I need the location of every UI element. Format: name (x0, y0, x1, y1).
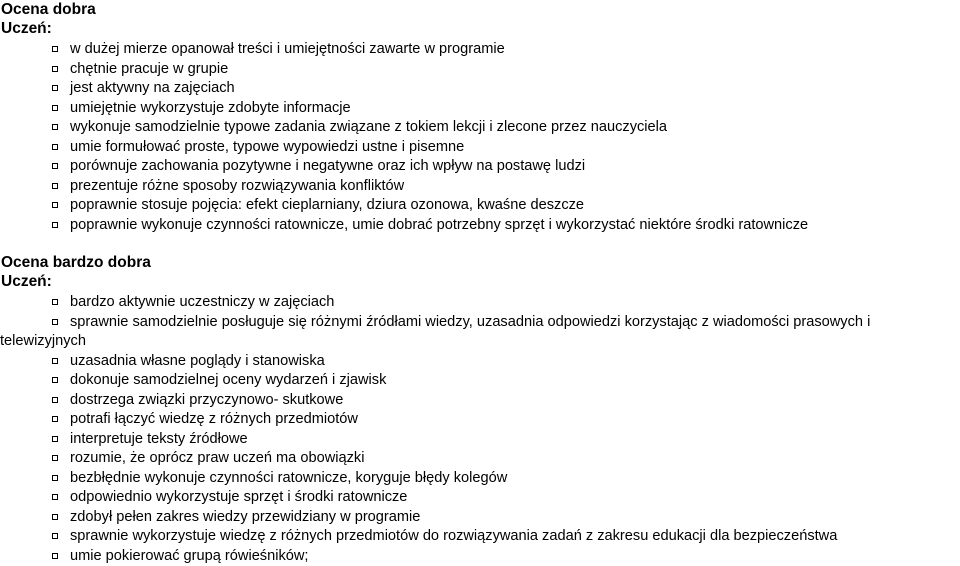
list-item (0, 196, 960, 216)
list-item (0, 371, 960, 391)
list-item-text: dostrzega związki przyczynowo- skutkowe (70, 392, 343, 408)
checkbox-bullet-icon (52, 319, 58, 325)
list-item (0, 138, 960, 158)
list-item-text: jest aktywny na zajęciach (70, 80, 235, 96)
list-item (0, 157, 960, 177)
list-item-text: w dużej mierze opanował treści i umiejętności zawarte w programie (70, 41, 505, 57)
list-item (0, 508, 960, 528)
list-item-text: chętnie pracuje w grupie (70, 61, 228, 77)
checkbox-bullet-icon (52, 475, 58, 481)
checkbox-bullet-icon (52, 416, 58, 422)
list-item (0, 469, 960, 489)
list-item-text: zdobył pełen zakres wiedzy przewidziany w programie (70, 509, 420, 525)
list-item (0, 527, 960, 547)
list-item (0, 352, 960, 372)
criteria-list (0, 40, 960, 235)
list-item-text: interpretuje teksty źródłowe (70, 431, 248, 447)
checkbox-bullet-icon (52, 397, 58, 403)
list-item (0, 430, 960, 450)
checkbox-bullet-icon (52, 85, 58, 91)
checkbox-bullet-icon (52, 222, 58, 228)
list-item-text: prezentuje różne sposoby rozwiązywania konfliktów (70, 178, 404, 194)
checkbox-bullet-icon (52, 163, 58, 169)
checkbox-bullet-icon (52, 66, 58, 72)
list-item (0, 118, 960, 138)
checkbox-bullet-icon (52, 377, 58, 383)
list-item-text: wykonuje samodzielnie typowe zadania związane z tokiem lekcji i zlecone przez nauczyciela (70, 119, 667, 135)
checkbox-bullet-icon (52, 533, 58, 539)
list-item (0, 216, 960, 236)
section-subtitle: Uczeń: (0, 19, 960, 38)
section-ocena-bardzo-dobra (0, 253, 960, 566)
list-item (0, 177, 960, 197)
list-item-text: dokonuje samodzielnej oceny wydarzeń i zjawisk (70, 372, 386, 388)
list-item (0, 99, 960, 119)
checkbox-bullet-icon (52, 514, 58, 520)
checkbox-bullet-icon (52, 455, 58, 461)
checkbox-bullet-icon (52, 436, 58, 442)
list-item (0, 313, 960, 352)
checkbox-bullet-icon (52, 124, 58, 130)
checkbox-bullet-icon (52, 358, 58, 364)
list-item (0, 449, 960, 469)
list-item-text: bezbłędnie wykonuje czynności ratownicze, koryguje błędy kolegów (70, 470, 507, 486)
section-ocena-dobra (0, 0, 960, 235)
section-title: Ocena dobra (0, 0, 960, 19)
list-item (0, 293, 960, 313)
list-item-text: rozumie, że oprócz praw uczeń ma obowiązki (70, 450, 364, 466)
list-item-text: poprawnie wykonuje czynności ratownicze, umie dobrać potrzebny sprzęt i wykorzystać niektóre środki ratownicze (70, 217, 808, 233)
section-title: Ocena bardzo dobra (0, 253, 960, 272)
checkbox-bullet-icon (52, 46, 58, 52)
list-item-text: sprawnie wykorzystuje wiedzę z różnych przedmiotów do rozwiązywania zadań z zakresu edukacji dla bezpieczeństwa (70, 528, 837, 544)
list-item (0, 488, 960, 508)
list-item (0, 410, 960, 430)
list-item (0, 40, 960, 60)
checkbox-bullet-icon (52, 202, 58, 208)
list-item (0, 79, 960, 99)
list-item-text: porównuje zachowania pozytywne i negatywne oraz ich wpływ na postawę ludzi (70, 158, 585, 174)
checkbox-bullet-icon (52, 144, 58, 150)
list-item (0, 60, 960, 80)
list-item (0, 391, 960, 411)
checkbox-bullet-icon (52, 183, 58, 189)
list-item-text: odpowiednio wykorzystuje sprzęt i środki ratownicze (70, 489, 407, 505)
list-item-text: uzasadnia własne poglądy i stanowiska (70, 353, 325, 369)
list-item-text: umie pokierować grupą rówieśników; (70, 548, 308, 564)
section-subtitle: Uczeń: (0, 272, 960, 291)
list-item-text: bardzo aktywnie uczestniczy w zajęciach (70, 294, 334, 310)
criteria-list (0, 293, 960, 566)
list-item-text: potrafi łączyć wiedzę z różnych przedmiotów (70, 411, 358, 427)
list-item-text: poprawnie stosuje pojęcia: efekt cieplarniany, dziura ozonowa, kwaśne deszcze (70, 197, 584, 213)
list-item-text: umie formułować proste, typowe wypowiedzi ustne i pisemne (70, 139, 464, 155)
checkbox-bullet-icon (52, 553, 58, 559)
list-item-text: sprawnie samodzielnie posługuje się różnymi źródłami wiedzy, uzasadnia odpowiedzi korzystając z wiadomości prasowych i telewizyjnych (0, 314, 870, 350)
checkbox-bullet-icon (52, 299, 58, 305)
list-item (0, 547, 960, 566)
checkbox-bullet-icon (52, 494, 58, 500)
list-item-text: umiejętnie wykorzystuje zdobyte informacje (70, 100, 351, 116)
checkbox-bullet-icon (52, 105, 58, 111)
